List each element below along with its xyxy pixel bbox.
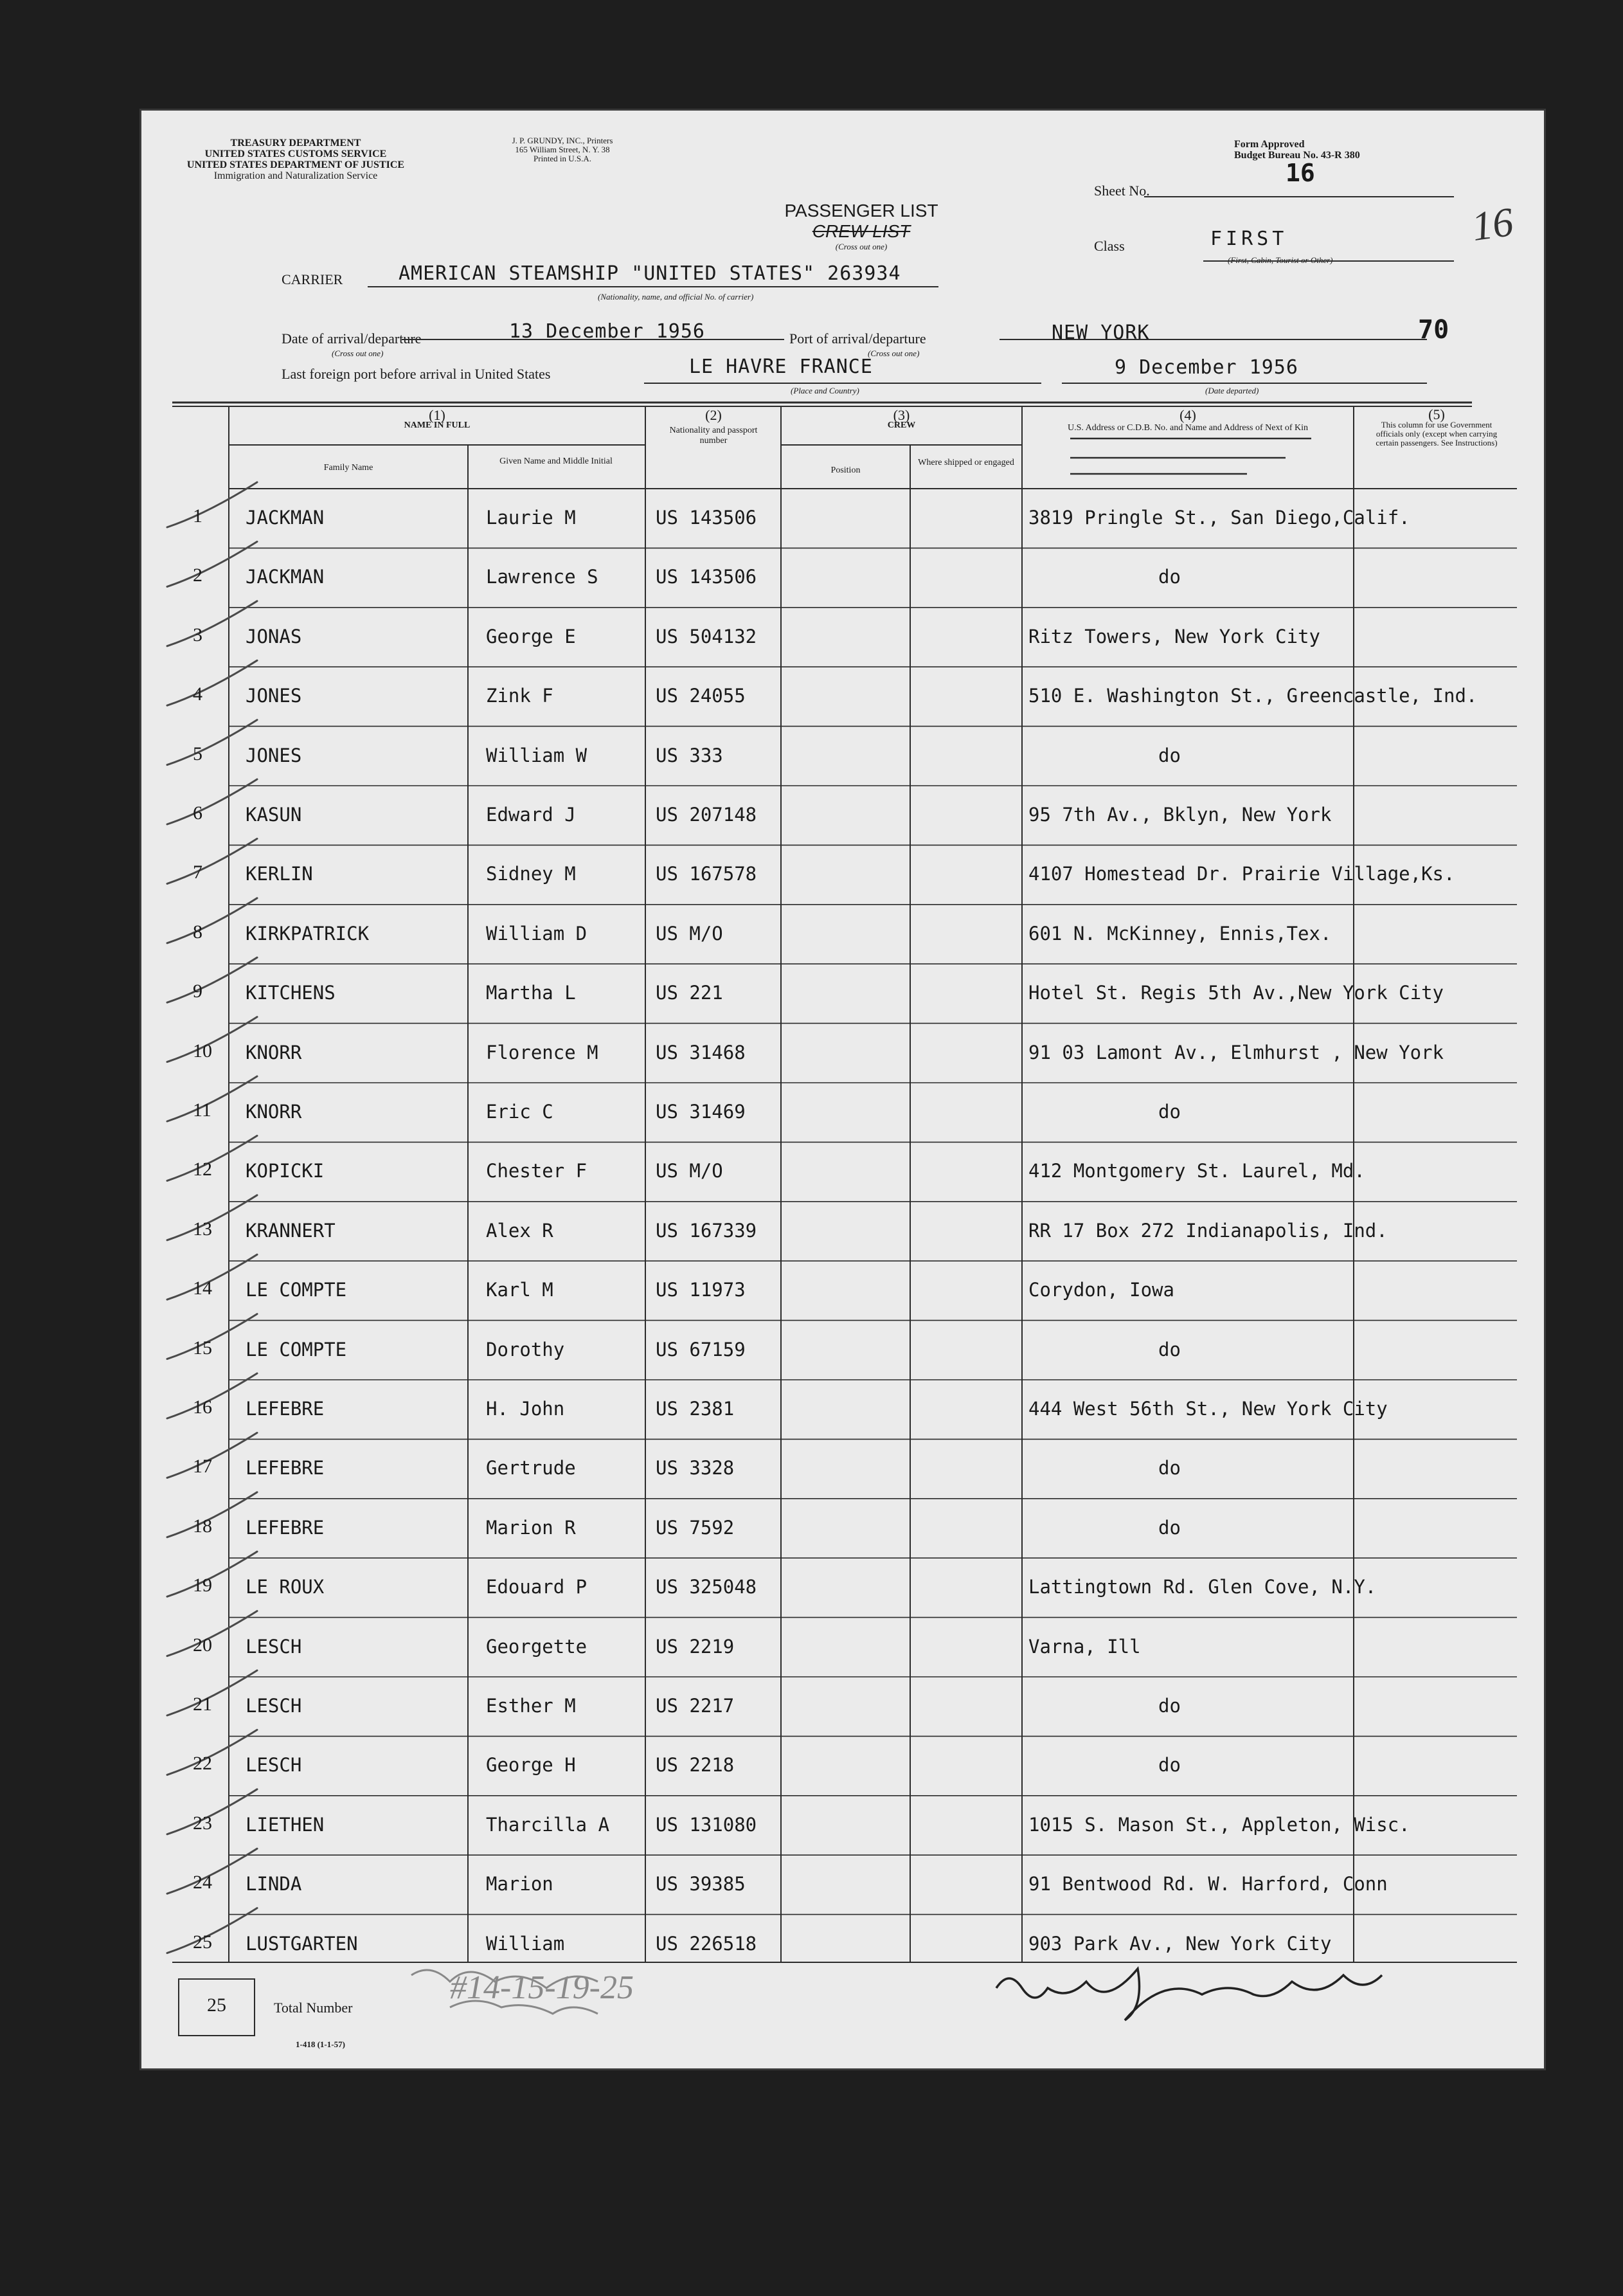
address: 1015 S. Mason St., Appleton, Wisc. [1028, 1813, 1410, 1836]
departed-caption: (Date departed) [1205, 386, 1259, 395]
row-number: 7 [193, 862, 202, 883]
dept-line-2: UNITED STATES CUSTOMS SERVICE [204, 149, 387, 159]
row-number: 17 [193, 1456, 212, 1478]
address: 903 Park Av., New York City [1028, 1932, 1332, 1955]
passport-number: US 131080 [656, 1813, 757, 1836]
title-cross-note: (Cross out one) [835, 242, 888, 251]
given-name: Lawrence S [486, 566, 598, 588]
family-name: LEFEBRE [246, 1457, 325, 1479]
family-name: KERLIN [246, 863, 313, 885]
address: Ritz Towers, New York City [1028, 625, 1320, 647]
given-name: Laurie M [486, 507, 576, 529]
family-name: LESCH [246, 1754, 302, 1776]
address: Hotel St. Regis 5th Av.,New York City [1028, 982, 1444, 1004]
address: do [1158, 1516, 1181, 1539]
address: 91 03 Lamont Av., Elmhurst , New York [1028, 1041, 1444, 1063]
col1-title: NAME IN FULL [404, 420, 471, 430]
address: 91 Bentwood Rd. W. Harford, Conn [1028, 1873, 1388, 1895]
row-number: 21 [193, 1694, 212, 1715]
address: do [1158, 744, 1181, 766]
passport-number: US 2219 [656, 1635, 735, 1658]
date-label: Date of arrival/departure [282, 330, 422, 347]
passport-number: US 7592 [656, 1516, 735, 1539]
family-name-header: Family Name [323, 463, 373, 473]
col2-header [649, 407, 778, 446]
col4-title: U.S. Address or C.D.B. No. and Name and Address of Next of Kin [1067, 423, 1309, 433]
title-crew-list: CREW LIST [812, 221, 911, 241]
address: 4107 Homestead Dr. Prairie Village,Ks. [1028, 863, 1455, 885]
given-name: Chester F [486, 1160, 587, 1182]
date-value: 13 December 1956 [509, 320, 705, 343]
total-count: 25 [207, 1994, 226, 2016]
address: 95 7th Av., Bklyn, New York [1028, 804, 1332, 826]
passport-number: US 143506 [656, 566, 757, 588]
page-code: 70 [1418, 315, 1449, 345]
passport-number: US 333 [656, 744, 723, 766]
port-cross-caption: (Cross out one) [868, 348, 920, 358]
given-name: Esther M [486, 1695, 576, 1717]
row-number: 15 [193, 1337, 212, 1359]
dept-line-3: UNITED STATES DEPARTMENT OF JUSTICE [186, 159, 405, 170]
col3-title: CREW [887, 420, 916, 430]
col5-number: (5) [1428, 406, 1445, 422]
address: do [1158, 1338, 1181, 1360]
margin-handwritten-number: 16 [1469, 198, 1516, 250]
handwritten-pencil-numbers: #14-15-19-25 [450, 1969, 634, 2006]
col5-title: This column for use Government officials only (except when carrying certain passengers. See Instructions) [1376, 420, 1498, 447]
family-name: KNORR [246, 1101, 302, 1123]
family-name: JACKMAN [246, 507, 325, 529]
family-name: LE ROUX [246, 1576, 325, 1598]
family-name: LE COMPTE [246, 1279, 347, 1301]
passport-number: US 325048 [656, 1576, 757, 1598]
col3-header [781, 407, 1022, 431]
row-number: 25 [193, 1931, 212, 1953]
printer-line-2: 165 William Street, N. Y. 38 [515, 145, 610, 154]
given-name: George E [486, 625, 576, 647]
col1-header [229, 407, 645, 431]
passport-number: US 24055 [656, 685, 746, 707]
given-name-header: Given Name and Middle Initial [499, 456, 613, 466]
family-name: LIETHEN [246, 1813, 325, 1836]
address: Lattingtown Rd. Glen Cove, N.Y. [1028, 1576, 1377, 1598]
row-number: 10 [193, 1040, 212, 1062]
place-caption: (Place and Country) [791, 386, 859, 395]
family-name: JONES [246, 744, 302, 766]
passport-number: US 207148 [656, 804, 757, 826]
address: RR 17 Box 272 Indianapolis, Ind. [1028, 1219, 1388, 1242]
col3-number: (3) [893, 407, 910, 423]
passport-number: US 504132 [656, 625, 757, 647]
row-number: 14 [193, 1278, 212, 1299]
address: 444 West 56th St., New York City [1028, 1398, 1388, 1420]
row-number: 2 [193, 565, 202, 586]
given-name: Edouard P [486, 1576, 587, 1598]
passport-number: US 2381 [656, 1398, 735, 1420]
budget-bureau: Budget Bureau No. 43-R 380 [1234, 150, 1360, 161]
passport-number: US M/O [656, 1160, 723, 1182]
row-number: 6 [193, 802, 202, 824]
given-name: Florence M [486, 1041, 598, 1063]
col2-number: (2) [705, 407, 722, 423]
given-name: Zink F [486, 685, 553, 707]
col2-title: Nationality and passport number [669, 426, 758, 446]
family-name: LE COMPTE [246, 1338, 347, 1360]
passport-number: US 2218 [656, 1754, 735, 1776]
passport-number: US 226518 [656, 1932, 757, 1955]
family-name: LINDA [246, 1873, 302, 1895]
row-number: 3 [193, 624, 202, 646]
family-name: JACKMAN [246, 566, 325, 588]
passport-number: US 2217 [656, 1695, 735, 1717]
class-value: FIRST [1210, 228, 1288, 250]
signature-scrawl [996, 1969, 1382, 2020]
passport-number: US 31469 [656, 1101, 746, 1123]
address: 601 N. McKinney, Ennis,Tex. [1028, 922, 1332, 945]
foreign-port-label: Last foreign port before arrival in United States [282, 366, 551, 382]
given-name: William [486, 1932, 565, 1955]
given-name: Tharcilla A [486, 1813, 610, 1836]
carrier-caption: (Nationality, name, and official No. of carrier) [598, 292, 754, 302]
row-number: 11 [193, 1099, 211, 1121]
manifest-sheet [141, 111, 1544, 2068]
row-number: 13 [193, 1218, 212, 1240]
title-passenger-list: PASSENGER LIST [784, 201, 938, 221]
col5-header [1356, 406, 1517, 447]
given-name: George H [486, 1754, 576, 1776]
sheet-number: 16 [1286, 159, 1315, 187]
passport-number: US 143506 [656, 507, 757, 529]
address: do [1158, 1695, 1181, 1717]
address: 510 E. Washington St., Greencastle, Ind. [1028, 685, 1478, 707]
family-name: KOPICKI [246, 1160, 325, 1182]
family-name: KITCHENS [246, 982, 336, 1004]
passport-number: US 67159 [656, 1338, 746, 1360]
family-name: JONES [246, 685, 302, 707]
family-name: LEFEBRE [246, 1398, 325, 1420]
row-number: 20 [193, 1634, 212, 1656]
carrier-value: AMERICAN STEAMSHIP "UNITED STATES" 263934 [399, 262, 901, 285]
address: do [1158, 1457, 1181, 1479]
form-approved-text: Form Approved [1234, 139, 1305, 150]
passport-number: US 3328 [656, 1457, 735, 1479]
row-number: 22 [193, 1753, 212, 1775]
date-cross-caption: (Cross out one) [332, 348, 384, 358]
col1-number: (1) [429, 407, 445, 423]
table-grid [141, 111, 1544, 2068]
family-name: LUSTGARTEN [246, 1932, 358, 1955]
printer-line-1: J. P. GRUNDY, INC., Printers [512, 136, 613, 145]
foreign-port-value: LE HAVRE FRANCE [689, 356, 873, 378]
family-name: KNORR [246, 1041, 302, 1063]
sheet-label: Sheet No. [1094, 183, 1150, 199]
dept-line-4: Immigration and Naturalization Service [213, 170, 378, 181]
family-name: JONAS [246, 625, 302, 647]
class-caption: (First, Cabin, Tourist or Other) [1228, 255, 1333, 265]
address: do [1158, 1101, 1181, 1123]
col4-number: (4) [1179, 407, 1196, 423]
family-name: KIRKPATRICK [246, 922, 370, 945]
given-name: Alex R [486, 1219, 553, 1242]
passport-number: US 31468 [656, 1041, 746, 1063]
col4-header [1022, 407, 1354, 433]
row-number: 9 [193, 981, 202, 1002]
row-number: 4 [193, 683, 202, 705]
given-name: Gertrude [486, 1457, 576, 1479]
row-number: 19 [193, 1575, 212, 1596]
port-value: NEW YORK [1052, 321, 1150, 344]
carrier-label: CARRIER [282, 271, 343, 287]
given-name: Sidney M [486, 863, 576, 885]
passport-number: US 11973 [656, 1279, 746, 1301]
address: Varna, Ill [1028, 1635, 1141, 1658]
passport-number: US 221 [656, 982, 723, 1004]
given-name: Marion [486, 1873, 553, 1895]
row-number: 1 [193, 505, 202, 527]
printer-line-3: Printed in U.S.A. [534, 154, 591, 163]
row-number: 5 [193, 743, 202, 764]
family-name: KRANNERT [246, 1219, 336, 1242]
given-name: William D [486, 922, 587, 945]
row-number: 23 [193, 1812, 212, 1834]
shipped-header: Where shipped or engaged [918, 458, 1014, 467]
address: do [1158, 566, 1181, 588]
row-number: 12 [193, 1159, 212, 1180]
family-name: LESCH [246, 1635, 302, 1658]
family-name: LEFEBRE [246, 1516, 325, 1539]
given-name: Dorothy [486, 1338, 565, 1360]
passport-number: US M/O [656, 922, 723, 945]
dept-line-1: TREASURY DEPARTMENT [230, 138, 361, 149]
given-name: Marion R [486, 1516, 576, 1539]
address: do [1158, 1754, 1181, 1776]
family-name: LESCH [246, 1695, 302, 1717]
given-name: Eric C [486, 1101, 553, 1123]
family-name: KASUN [246, 804, 302, 826]
address: Corydon, Iowa [1028, 1279, 1174, 1301]
given-name: William W [486, 744, 587, 766]
form-code: 1-418 (1-1-57) [296, 2039, 345, 2049]
given-name: Georgette [486, 1635, 587, 1658]
passport-number: US 167339 [656, 1219, 757, 1242]
class-label: Class [1094, 238, 1125, 254]
total-number-label: Total Number [274, 2000, 353, 2016]
row-number: 18 [193, 1515, 212, 1537]
address: 412 Montgomery St. Laurel, Md. [1028, 1160, 1365, 1182]
row-number: 8 [193, 921, 202, 943]
position-header: Position [830, 466, 861, 475]
given-name: Edward J [486, 804, 576, 826]
row-number: 24 [193, 1872, 212, 1894]
port-label: Port of arrival/departure [789, 330, 926, 347]
departed-value: 9 December 1956 [1115, 356, 1298, 379]
given-name: Karl M [486, 1279, 553, 1301]
given-name: H. John [486, 1398, 565, 1420]
passport-number: US 167578 [656, 863, 757, 885]
given-name: Martha L [486, 982, 576, 1004]
address: 3819 Pringle St., San Diego,Calif. [1028, 507, 1410, 529]
row-number: 16 [193, 1397, 212, 1418]
passport-number: US 39385 [656, 1873, 746, 1895]
